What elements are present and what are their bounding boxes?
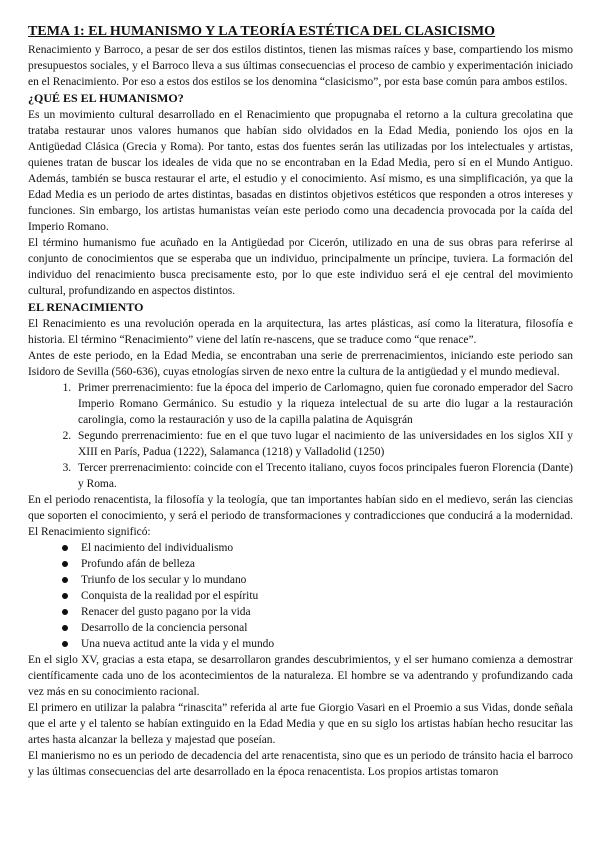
- renacimiento-paragraph-3: En el periodo renacentista, la filosofía y la teología, que tan importantes habían sido en el medievo, serán las ciencias que soporten el conocimiento, y será el periodo de transformaciones y contradicciones que conducirá a la modernidad. El Renacimiento significó:: [28, 494, 573, 538]
- bullet-icon: [62, 609, 68, 615]
- bullet-icon: [62, 561, 68, 567]
- list-item: Conquista de la realidad por el espíritu: [62, 588, 573, 604]
- humanismo-paragraph-1: Es un movimiento cultural desarrollado en el Renacimiento que propugnaba el retorno a la cultura grecolatina que trataba restaurar unos valores humanos que habían sido olvidados en la Edad Media, poniendo los ojos en la Antigüedad Clásica (Grecia y Roma). Por tanto, estas dos fuentes serán las utilizadas por los intelectuales y artistas, quienes tratan de buscar los ideales de vida que no se encontraban en la Edad Media, pero sí en el Mundo Antiguo. Además, también se busca restaurar el arte, el estudio y el conocimiento. Así mismo, es una simplificación, ya que la Edad Media es un periodo de artes distintas, basadas en distintos objetivos estéticos que responden a otros intereses y funciones. Sin embargo, los artistas humanistas veían este periodo como una decadencia provocada por la caída del Imperio Romano.: [28, 109, 573, 233]
- bullet-icon: [62, 625, 68, 631]
- list-item: Profundo afán de belleza: [62, 556, 573, 572]
- bullet-icon: [62, 641, 68, 647]
- bullet-icon: [62, 545, 68, 551]
- list-item: 3. Tercer prerrenacimiento: coincide con el Trecento italiano, cuyos focos principales fueron Florencia (Dante) y Roma.: [74, 460, 573, 492]
- list-item: Renacer del gusto pagano por la vida: [62, 604, 573, 620]
- renacimiento-paragraph-1: El Renacimiento es una revolución operada en la arquitectura, las artes plásticas, así como la literatura, filosofía e historia. El término “Renacimiento” viene del latín re-nascens, que se traduce como “que renace”.: [28, 318, 573, 346]
- significados-list: [28, 540, 573, 652]
- prerrenacimientos-list: [28, 380, 573, 492]
- renacimiento-paragraph-6: El manierismo no es un periodo de decadencia del arte renacentista, sino que es un periodo de tránsito hacia el barroco y las últimas consecuencias del arte desarrollado en la época renacentista. Los propios artistas tomaron: [28, 750, 573, 778]
- renacimiento-paragraph-4: En el siglo XV, gracias a esta etapa, se desarrollaron grandes descubrimientos, y el ser humano comienza a demostrar científicamente cada uno de los acontecimientos de la naturaleza. El hombre se va adentrando y profundizando cada vez más en su conocimiento racional.: [28, 654, 573, 698]
- humanismo-heading: ¿QUÉ ES EL HUMANISMO?: [28, 91, 184, 105]
- bullet-icon: [62, 577, 68, 583]
- bullet-icon: [62, 593, 68, 599]
- renacimiento-paragraph-5: El primero en utilizar la palabra “rinascita” referida al arte fue Giorgio Vasari en el Proemio a sus Vidas, donde señala que el arte y el talento se habían extinguido en la Edad Media y que en su siglo los artistas habían hecho resucitar las artes hasta alcanzar la belleza y majestad que poseían.: [28, 702, 573, 746]
- humanismo-paragraph-2: El término humanismo fue acuñado en la Antigüedad por Cicerón, utilizado en una de sus obras para referirse al conjunto de conocimientos que se esperaba que un individuo, principalmente un príncipe, tuviera. La formación del individuo del renacimiento busca precisamente esto, por lo que este individuo será el eje central del movimiento cultural, profundizando en aspectos distintos.: [28, 237, 573, 297]
- list-item: Desarrollo de la conciencia personal: [62, 620, 573, 636]
- document-title: TEMA 1: EL HUMANISMO Y LA TEORÍA ESTÉTICA DEL CLASICISMO: [28, 24, 496, 39]
- list-item: El nacimiento del individualismo: [62, 540, 573, 556]
- renacimiento-heading: EL RENACIMIENTO: [28, 300, 144, 314]
- renacimiento-paragraph-2: Antes de este periodo, en la Edad Media, se encontraban una serie de prerrenacimientos, iniciando este periodo san Isidoro de Sevilla (560-636), cuyas etnologías sirven de nexo entre la cultura de la antigüedad y el mundo medieval.: [28, 350, 573, 378]
- list-item: Una nueva actitud ante la vida y el mundo: [62, 636, 573, 652]
- list-item: Triunfo de los secular y lo mundano: [62, 572, 573, 588]
- list-item: 2. Segundo prerrenacimiento: fue en el que tuvo lugar el nacimiento de las universidades en los siglos XII y XIII en París, Padua (1222), Salamanca (1218) y Valladolid (1250): [74, 428, 573, 460]
- list-item: 1. Primer prerrenacimiento: fue la época del imperio de Carlomagno, quien fue coronado emperador del Sacro Imperio Romano Germánico. Su estudio y la riqueza intelectual de su arte dio lugar a la restauración carolingia, como la restauración y uso de la capilla palatina de Aquisgrán: [74, 380, 573, 428]
- intro-paragraph: Renacimiento y Barroco, a pesar de ser dos estilos distintos, tienen las mismas raíces y base, compartiendo los mismo presupuestos sociales, y el Barroco lleva a sus últimas consecuencias el proceso de cambio y experimentación iniciado en el Renacimiento. Por eso a estos dos estilos se los denomina “clasicismo”, por esta base común para ambos estilos.: [28, 44, 573, 88]
